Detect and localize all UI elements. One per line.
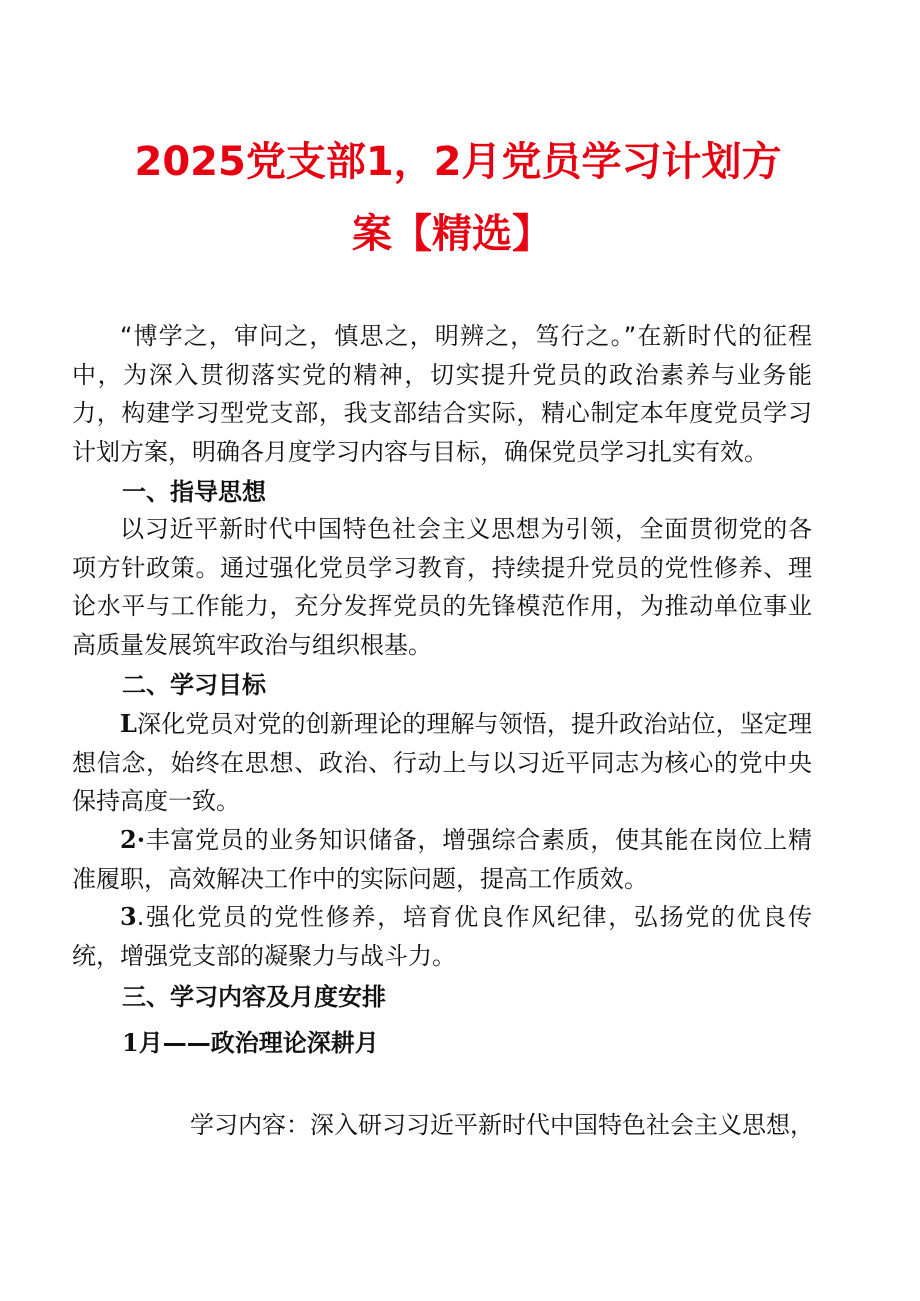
section-1-paragraph — [72, 510, 812, 664]
month-1-title: 月——政治理论深耕月 — [138, 1029, 379, 1057]
goal-3-paragraph — [72, 898, 812, 975]
goal-2-number: 2· — [120, 825, 146, 854]
section-1-heading: 一、指导思想 — [122, 478, 266, 506]
goal-3-text: .强化党员的党性修养，培育优良作风纪律，弘扬党的优良传统，增强党支部的凝聚力与战斗力。 — [72, 903, 812, 970]
section-3-heading: 三、学习内容及月度安排 — [122, 983, 386, 1011]
goal-2-paragraph — [72, 821, 812, 898]
document-title-line-2: 案【精选】 — [352, 211, 552, 257]
section-2-heading: 二、学习目标 — [122, 671, 266, 699]
intro-paragraph — [72, 317, 812, 471]
intro-text: “博学之，审问之，慎思之，明辨之，笃行之。”在新时代的征程中，为深入贯彻落实党的精神，切实提升党员的政治素养与业务能力，构建学习型党支部，我支部结合实际，精心制定本年度党员学习计划方案，明确各月度学习内容与目标，确保党员学习扎实有效。 — [72, 322, 812, 466]
goal-2-text: 丰富党员的业务知识储备，增强综合素质，使其能在岗位上精准履职，高效解决工作中的实际问题，提高工作质效。 — [72, 826, 812, 893]
goal-3-number: 3 — [120, 902, 137, 931]
document-title-line-1: 2025党支部1，2月党员学习计划方 — [134, 139, 782, 185]
month-1-number: 1 — [122, 1028, 139, 1057]
section-1-text: 以习近平新时代中国特色社会主义思想为引领，全面贯彻党的各项方针政策。通过强化党员学习教育，持续提升党员的党性修养、理论水平与工作能力，充分发挥党员的先锋模范作用，为推动单位事业高质量发展筑牢政治与组织根基。 — [72, 515, 812, 659]
month-1-heading — [122, 1024, 379, 1062]
goal-1-paragraph — [72, 705, 812, 821]
goal-1-text: 深化党员对党的创新理论的理解与领悟，提升政治站位，坚定理想信念，始终在思想、政治、行动上与以习近平同志为核心的党中央保持高度一致。 — [72, 710, 812, 815]
month-1-content: 学习内容：深入研习习近平新时代中国特色社会主义思想， — [190, 1111, 814, 1139]
goal-1-number: L — [120, 709, 137, 738]
